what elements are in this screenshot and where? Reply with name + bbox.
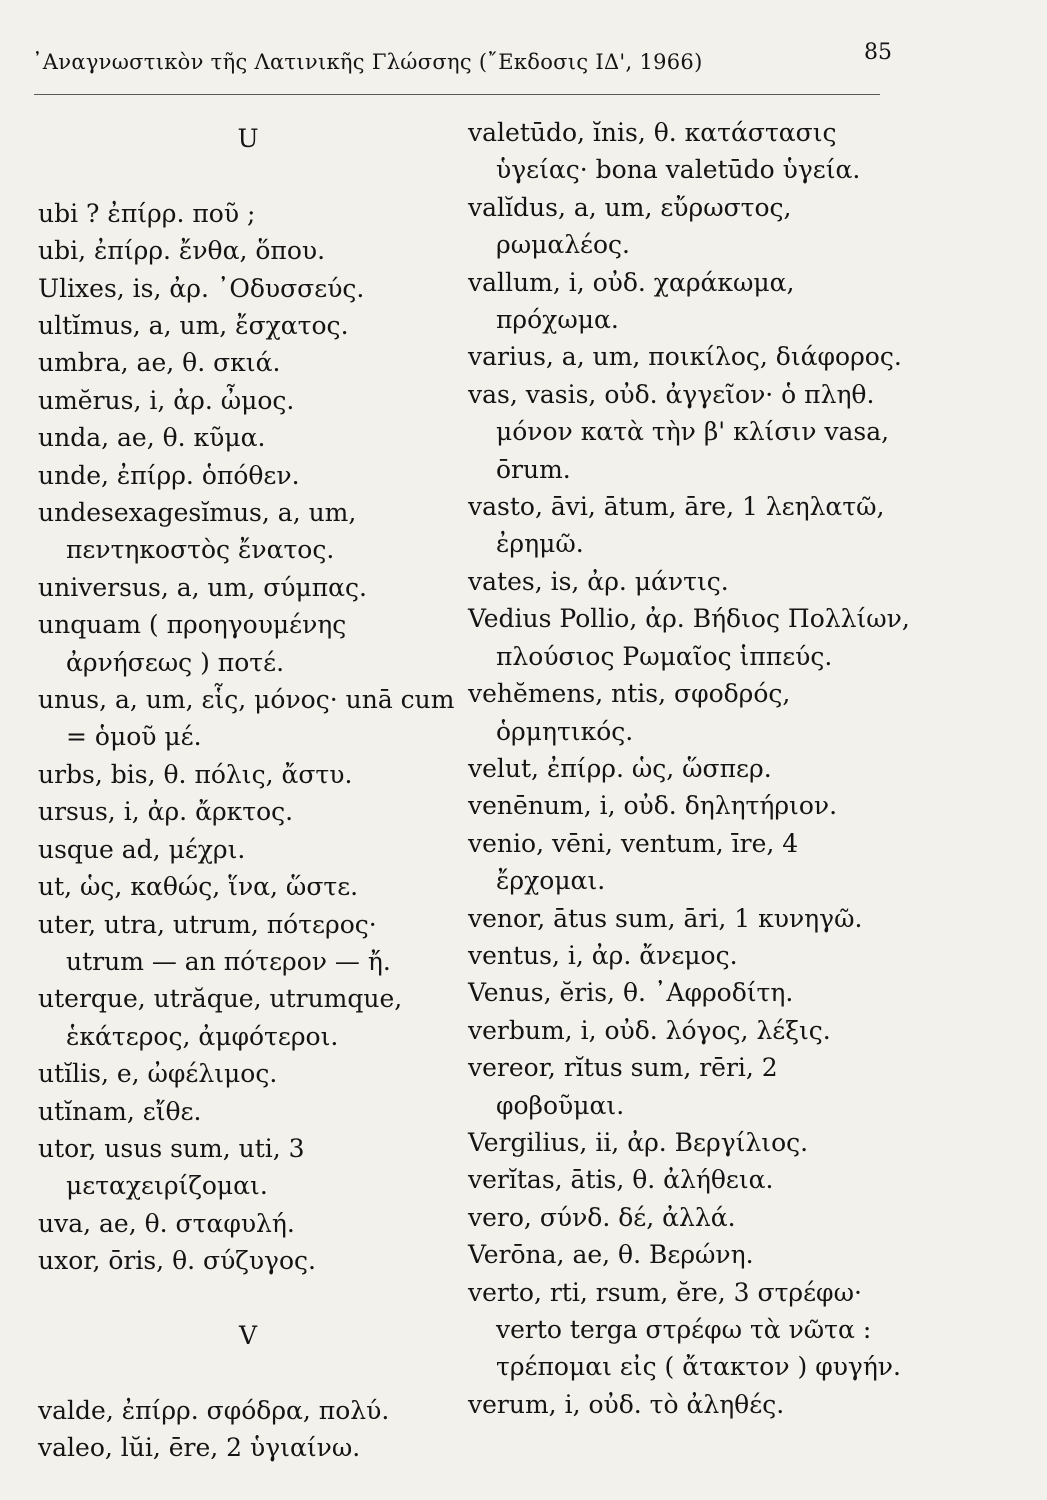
dictionary-entry: universus, a, um, σύμπας. [38,572,367,602]
dictionary-entry: venor, ātus sum, āri, 1 κυνηγῶ. [468,903,863,933]
dictionary-entry: verbum, i, οὐδ. λόγος, λέξις. [468,1015,831,1045]
dictionary-entry: varius, a, um, ποικίλος, διάφορος. [468,342,902,372]
dictionary-entry: Vedius Pollio, ἀρ. Βήδιος Πολλίων, πλούσιος Ρωμαῖος ἱππεύς. [468,604,910,671]
dictionary-entry: uter, utra, utrum, πότερος· utrum — an πότερον — ἤ. [38,909,391,976]
spacer [38,1280,458,1317]
dictionary-entry: venio, vēni, ventum, īre, 4 ἔρχομαι. [468,828,799,896]
dictionary-entry: ultĭmus, a, um, ἔσχατος. [38,311,349,341]
dictionary-entry: vereor, rĭtus sum, rēri, 2 φοβοῦμαι. [468,1053,778,1120]
dictionary-entry: unus, a, um, εἷς, μόνος· unā cum = ὁμοῦ μέ. [38,685,455,752]
page-number: 85 [864,40,892,65]
dictionary-entry: unda, ae, θ. κῦμα. [38,423,266,453]
section-heading-v: V [238,1320,258,1350]
dictionary-entry: velut, ἐπίρρ. ὡς, ὥσπερ. [468,753,772,783]
dictionary-entry: ubi, ἐπίρρ. ἔνθα, ὅπου. [38,236,326,266]
spacer [38,157,458,194]
dictionary-entry: ut, ὡς, καθώς, ἵνα, ὥστε. [38,872,359,902]
dictionary-entry: Verōna, ae, θ. Βερώνη. [468,1240,754,1270]
dictionary-entry: Vergilius, ii, ἀρ. Βεργίλιος. [468,1127,809,1157]
dictionary-entry: vates, is, ἀρ. μάντις. [468,566,729,596]
dictionary-entry: urbs, bis, θ. πόλις, ἄστυ. [38,759,353,789]
dictionary-entry: ursus, i, ἀρ. ἄρκτος. [38,797,294,827]
left-column [38,120,458,1467]
dictionary-entry: unde, ἐπίρρ. ὁπόθεν. [38,460,300,490]
running-title: ᾿Αναγνωστικὸν τῆς Λατινικῆς Γλώσσης (῎Εκδοσις ΙΔ', 1966) [32,50,703,74]
dictionary-entry: valeo, lŭi, ēre, 2 ὑγιαίνω. [38,1433,361,1463]
section-heading-u: U [237,124,259,153]
dictionary-entry: Venus, ĕris, θ. ᾿Αφροδίτη. [468,978,794,1008]
dictionary-entry: vasto, āvi, ātum, āre, 1 λεηλατῶ, ἐρημῶ. [468,492,885,559]
dictionary-entry: utĭlis, e, ὠφέλιμος. [38,1059,278,1089]
dictionary-entry: vas, vasis, οὐδ. ἀγγεῖον· ὁ πληθ. μόνον κατὰ τὴν β' κλίσιν vasa, ōrum. [468,379,890,484]
dictionary-entry: unquam ( προηγουμένης ἀρνήσεως ) ποτέ. [38,610,347,677]
dictionary-entry: uterque, utrăque, utrumque, ἑκάτερος, ἀμφότεροι. [38,984,403,1051]
dictionary-entry: utor, usus sum, uti, 3 μεταχειρίζομαι. [38,1133,305,1201]
dictionary-entry: uxor, ōris, θ. σύζυγος. [38,1246,316,1276]
dictionary-entry: undesexagesĭmus, a, um, πεντηκοστὸς ἔνατος. [38,498,357,565]
dictionary-entry: vero, σύνδ. δέ, ἀλλά. [468,1202,736,1232]
dictionary-entry: valĭdus, a, um, εὔρωστος, ρωμαλέος. [468,192,792,260]
dictionary-entry: Ulixes, is, ἀρ. ᾿Οδυσσεύς. [38,273,365,303]
dictionary-entry: ubi ? ἐπίρρ. ποῦ ; [38,198,256,228]
dictionary-entry: valetūdo, ĭnis, θ. κατάστασις ὑγείας· bona valetūdo ὑγεία. [468,118,861,185]
dictionary-entry: valde, ἐπίρρ. σφόδρα, πολύ. [38,1395,390,1425]
dictionary-entry: verum, i, οὐδ. τὸ ἀληθές. [468,1389,785,1419]
dictionary-entry: venēnum, i, οὐδ. δηλητήριον. [468,791,838,821]
spacer [38,1354,458,1391]
header-rule [34,94,880,95]
dictionary-entry: umbra, ae, θ. σκιά. [38,348,281,378]
dictionary-entry: uva, ae, θ. σταφυλή. [38,1208,295,1238]
dictionary-entry: ventus, i, ἀρ. ἄνεμος. [468,940,738,970]
dictionary-entry: vehĕmens, ntis, σφοδρός, ὁρμητικός. [468,679,791,746]
dictionary-entry: verĭtas, ātis, θ. ἀλήθεια. [468,1165,774,1195]
dictionary-entry: umĕrus, i, ἀρ. ὦμος. [38,385,295,415]
dictionary-entry: vallum, i, οὐδ. χαράκωμα, πρόχωμα. [468,267,795,335]
dictionary-entry: verto, rti, rsum, ĕre, 3 στρέφω· verto terga στρέφω τὰ νῶτα : τρέπομαι εἰς ( ἄτακτον ) φυγήν. [468,1277,901,1382]
dictionary-entry: usque ad, μέχρι. [38,834,246,864]
dictionary-entry: utĭnam, εἴθε. [38,1096,202,1126]
right-column [468,114,913,1423]
running-header [32,38,894,82]
